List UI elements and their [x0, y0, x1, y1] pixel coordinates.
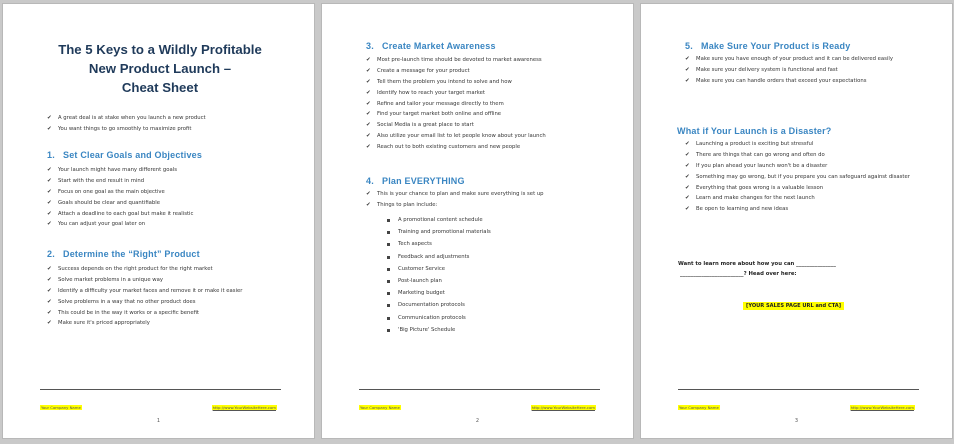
title-line: Cheat Sheet [121, 80, 199, 95]
check-icon: ✔ [47, 266, 52, 272]
footer-website-link[interactable]: http://www.YourWebsiteHere.com [212, 405, 276, 410]
list-item: ✔ Attach a deadline to each goal but make it realistic [47, 210, 194, 217]
section-heading: 4. Plan EVERYTHING [366, 176, 465, 186]
list-item: ✔ Learn and make changes for the next launch [685, 195, 815, 202]
list-item: ✔ Most pre-launch time should be devoted to market awareness [366, 57, 542, 63]
cta-placeholder: [YOUR SALES PAGE URL and CTA] [743, 302, 844, 310]
footer-website-link[interactable]: http://www.YourWebsiteHere.com [531, 405, 595, 410]
section-heading: 2. Determine the “Right” Product [47, 249, 200, 259]
square-bullet-icon [387, 231, 390, 234]
page-number: 2 [475, 418, 480, 424]
check-icon: ✔ [366, 100, 371, 107]
document-title [25, 40, 295, 97]
list-item: Documentation protocols [387, 302, 607, 309]
list-item: ✔ Something may go wrong, but if you prepare you can safeguard against disaster [685, 173, 910, 180]
list-item: ✔ Make sure you can handle orders that exceed your expectations [685, 77, 867, 84]
list-item: ✔ Make sure it's priced appropriately [47, 320, 150, 327]
check-icon: ✔ [47, 199, 52, 206]
list-item: Customer Service [387, 266, 607, 273]
document-page-1 [2, 3, 315, 439]
list-item: ✔ Make sure your delivery system is functional and fast [685, 66, 838, 73]
list-item: ✔ Reach out to both existing customers and new people [366, 144, 521, 151]
list-item: ✔ Also utilize your email list to let people know about your launch [366, 133, 546, 140]
section-heading: 1. Set Clear Goals and Objectives [47, 150, 203, 160]
list-item: ✔ This could be in the way it works or a specific benefit [47, 309, 199, 316]
square-bullet-icon [387, 317, 390, 320]
list-item: ✔ Your launch might have many different goals [47, 167, 178, 173]
list-item: ✔ Things to plan include: [366, 201, 438, 208]
square-bullet-icon [387, 268, 390, 271]
list-item: ✔ Be open to learning and new ideas [685, 206, 789, 213]
check-icon: ✔ [47, 287, 52, 294]
footer-company-name: Your Company Name [41, 405, 81, 410]
list-item: Feedback and adjustments [387, 254, 607, 261]
check-icon: ✔ [685, 56, 690, 62]
list-item: ✔ Social Media is a great place to start [366, 122, 474, 129]
square-bullet-icon [387, 292, 390, 295]
section-heading: 3. Create Market Awareness [366, 41, 496, 51]
check-icon: ✔ [366, 133, 371, 140]
document-page-3 [640, 3, 953, 439]
check-icon: ✔ [47, 167, 52, 173]
footer-company-name: Your Company Name [679, 405, 719, 410]
footer-divider [40, 389, 281, 390]
list-item: ✔ Identify a difficulty your market faces and remove it or make it easier [47, 287, 243, 294]
list-item: ✔ This is your chance to plan and make sure everything is set up [366, 191, 544, 197]
list-item: ✔ You want things to go smoothly to maximize profit [47, 125, 192, 132]
list-item: ✔ Solve market problems in a unique way [47, 276, 163, 283]
section-2-list [47, 266, 297, 331]
check-icon: ✔ [685, 77, 690, 84]
section-1-list [47, 167, 297, 232]
check-icon: ✔ [47, 276, 52, 283]
check-icon: ✔ [47, 221, 52, 228]
check-icon: ✔ [685, 206, 690, 213]
list-item: ✔ Make sure you have enough of your product and it can be delivered easily [685, 56, 893, 62]
list-item: ✔ If you plan ahead your launch won't be a disaster [685, 162, 828, 169]
check-icon: ✔ [366, 89, 371, 96]
intro-list [47, 115, 297, 137]
section-heading: What if Your Launch is a Disaster? [677, 126, 832, 136]
disaster-list [685, 141, 935, 217]
list-item: Training and promotional materials [387, 229, 607, 236]
check-icon: ✔ [685, 151, 690, 158]
list-item: ✔ Find your target market both online and offline [366, 111, 502, 118]
list-item: Communication protocols [387, 315, 607, 322]
section-4-list [366, 191, 616, 213]
check-icon: ✔ [366, 144, 371, 151]
list-item: Tech aspects [387, 241, 607, 248]
list-item: ✔ Create a message for your product [366, 67, 470, 74]
list-item: A promotional content schedule [387, 217, 607, 224]
cta-question: Want to learn more about how you can _______________ ________________________? Head over here: [678, 261, 836, 277]
title-line: New Product Launch – [88, 61, 232, 76]
check-icon: ✔ [47, 115, 52, 121]
check-icon: ✔ [47, 125, 52, 132]
list-item: 'Big Picture' Schedule [387, 327, 607, 334]
list-item: ✔ Everything that goes wrong is a valuable lesson [685, 184, 824, 191]
check-icon: ✔ [366, 111, 371, 118]
check-icon: ✔ [366, 78, 371, 85]
check-icon: ✔ [685, 184, 690, 191]
list-item: ✔ A great deal is at stake when you launch a new product [47, 115, 206, 121]
list-item: ✔ Refine and tailor your message directly to them [366, 100, 504, 107]
list-item: ✔ Solve problems in a way that no other product does [47, 298, 196, 305]
check-icon: ✔ [685, 173, 690, 180]
square-bullet-icon [387, 329, 390, 332]
section-heading: 5. Make Sure Your Product is Ready [685, 41, 851, 51]
section-3-list [366, 57, 616, 155]
check-icon: ✔ [47, 177, 52, 184]
square-bullet-icon [387, 243, 390, 246]
section-5-list [685, 56, 935, 89]
document-page-2 [321, 3, 634, 439]
check-icon: ✔ [366, 191, 371, 197]
list-item: ✔ There are things that can go wrong and often do [685, 151, 825, 158]
footer-company-name: Your Company Name [360, 405, 400, 410]
footer-divider [359, 389, 600, 390]
square-bullet-icon [387, 304, 390, 307]
footer-divider [678, 389, 919, 390]
check-icon: ✔ [366, 201, 371, 208]
list-item: ✔ Success depends on the right product for the right market [47, 266, 213, 272]
check-icon: ✔ [685, 162, 690, 169]
list-item: Post-launch plan [387, 278, 607, 285]
square-bullet-icon [387, 256, 390, 259]
check-icon: ✔ [685, 195, 690, 202]
check-icon: ✔ [47, 210, 52, 217]
check-icon: ✔ [47, 320, 52, 327]
page-number: 1 [156, 418, 161, 424]
square-bullet-icon [387, 219, 390, 222]
title-line: The 5 Keys to a Wildly Profitable [58, 42, 262, 57]
list-item: Marketing budget [387, 290, 607, 297]
check-icon: ✔ [366, 122, 371, 129]
list-item: ✔ You can adjust your goal later on [47, 221, 146, 228]
footer-website-link[interactable]: http://www.YourWebsiteHere.com [850, 405, 914, 410]
square-bullet-icon [387, 280, 390, 283]
check-icon: ✔ [47, 188, 52, 195]
check-icon: ✔ [47, 298, 52, 305]
check-icon: ✔ [685, 141, 690, 147]
page-number: 3 [794, 418, 799, 424]
list-item: ✔ Launching a product is exciting but stressful [685, 141, 814, 147]
plan-sublist [387, 217, 607, 339]
list-item: ✔ Goals should be clear and quantifiable [47, 199, 160, 206]
list-item: ✔ Start with the end result in mind [47, 177, 145, 184]
check-icon: ✔ [47, 309, 52, 316]
check-icon: ✔ [685, 66, 690, 73]
list-item: ✔ Tell them the problem you intend to solve and how [366, 78, 512, 85]
list-item: ✔ Identify how to reach your target market [366, 89, 485, 96]
check-icon: ✔ [366, 67, 371, 74]
list-item: ✔ Focus on one goal as the main objective [47, 188, 165, 195]
check-icon: ✔ [366, 57, 371, 63]
